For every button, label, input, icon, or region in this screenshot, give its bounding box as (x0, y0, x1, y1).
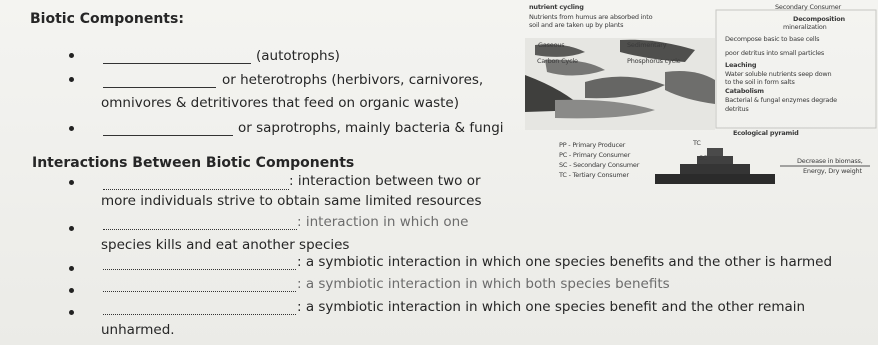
biotic-components-heading: Biotic Components: (30, 11, 184, 27)
answer-blank-autotrophs[interactable] (103, 63, 251, 64)
interactions-heading: Interactions Between Biotic Components (32, 155, 355, 171)
label-decomposition: Decomposition (793, 15, 845, 23)
label-ecological-pyramid: Ecological pyramid (733, 129, 799, 137)
label-secondary-consumer-key: SC - Secondary Consumer (559, 161, 640, 169)
interaction-commensalism-line1: : a symbiotic interaction in which one species benefit and the other remain (297, 299, 806, 315)
label-leaching: Leaching (725, 61, 757, 69)
label-primary-consumer: PC - Primary Consumer (559, 151, 631, 159)
biotic-item-decomposers: or saprotrophs, mainly bacteria & fungi (238, 120, 504, 136)
label-soil: soil and are taken up by plants (529, 21, 624, 29)
bullet-marker (69, 310, 74, 315)
bullet-marker (69, 53, 74, 58)
label-detritus: detritus (725, 105, 749, 113)
interaction-predation-line2: species kills and eat another species (101, 237, 350, 253)
bullet-marker (69, 77, 74, 82)
pyramid-level-producers (655, 174, 775, 184)
answer-blank-heterotrophs[interactable] (103, 87, 216, 88)
label-nutrient-cycling: nutrient cycling (529, 3, 584, 11)
bullet-marker (69, 180, 74, 185)
interaction-mutualism: : a symbiotic interaction in which both species benefits (297, 276, 670, 292)
label-nutrients: Nutrients from humus are absorbed into (529, 13, 653, 21)
interaction-commensalism-line2: unharmed. (101, 322, 175, 338)
bullet-marker (69, 288, 74, 293)
bullet-marker (69, 226, 74, 231)
label-sedimentary: Sedimentary (627, 41, 667, 49)
label-secondary-consumer: Secondary Consumer (775, 3, 842, 11)
biotic-item-producers: (autotrophs) (256, 48, 340, 64)
label-carbon-cycle: Carbon Cycle (537, 57, 578, 65)
answer-blank-competition[interactable] (103, 189, 289, 190)
answer-blank-saprotrophs[interactable] (103, 135, 233, 136)
label-decompose: Decompose basic to base cells (725, 35, 820, 43)
label-decrease-biomass: Decrease in biomass, (797, 157, 863, 165)
interaction-competition-line1: : interaction between two or (289, 173, 481, 189)
label-mineralization: mineralization (783, 23, 827, 31)
label-primary-producer: PP - Primary Producer (559, 141, 626, 149)
pyramid-level-tertiary (707, 148, 723, 156)
interaction-parasitism: : a symbiotic interaction in which one species benefits and the other is harmed (297, 254, 833, 270)
ecosystem-diagram (525, 0, 878, 200)
label-phosphorus-cycle: Phosphorus cycle (627, 57, 681, 65)
biotic-item-consumers-line1: or heterotrophs (herbivors, carnivores, (222, 72, 484, 88)
pyramid-level-primary (680, 164, 750, 174)
label-particles: poor detritus into small particles (725, 49, 825, 57)
answer-blank-predation[interactable] (103, 229, 297, 230)
biotic-item-consumers-line2: omnivores & detritivores that feed on organic waste) (101, 95, 460, 111)
interaction-predation-line1: : interaction in which one (297, 214, 469, 230)
label-water-soluble: Water soluble nutrients seep down (725, 70, 832, 78)
label-catabolism: Catabolism (725, 87, 764, 95)
answer-blank-commensalism[interactable] (103, 314, 296, 315)
bullet-marker (69, 126, 74, 131)
label-energy-dry-weight: Energy, Dry weight (803, 167, 862, 175)
label-bacterial: Bacterial & fungal enzymes degrade (725, 96, 837, 104)
bullet-marker (69, 266, 74, 271)
answer-blank-mutualism[interactable] (103, 291, 296, 292)
label-gaseous: Gaseous (538, 41, 565, 49)
label-tertiary-consumer: TC - Tertiary Consumer (559, 171, 629, 179)
label-tc-top: TC (693, 139, 701, 147)
answer-blank-parasitism[interactable] (103, 269, 296, 270)
label-sc-mid: SC (699, 154, 708, 162)
interaction-competition-line2: more individuals strive to obtain same limited resources (101, 193, 482, 209)
label-soil-salts: to the soil in form salts (725, 78, 795, 86)
